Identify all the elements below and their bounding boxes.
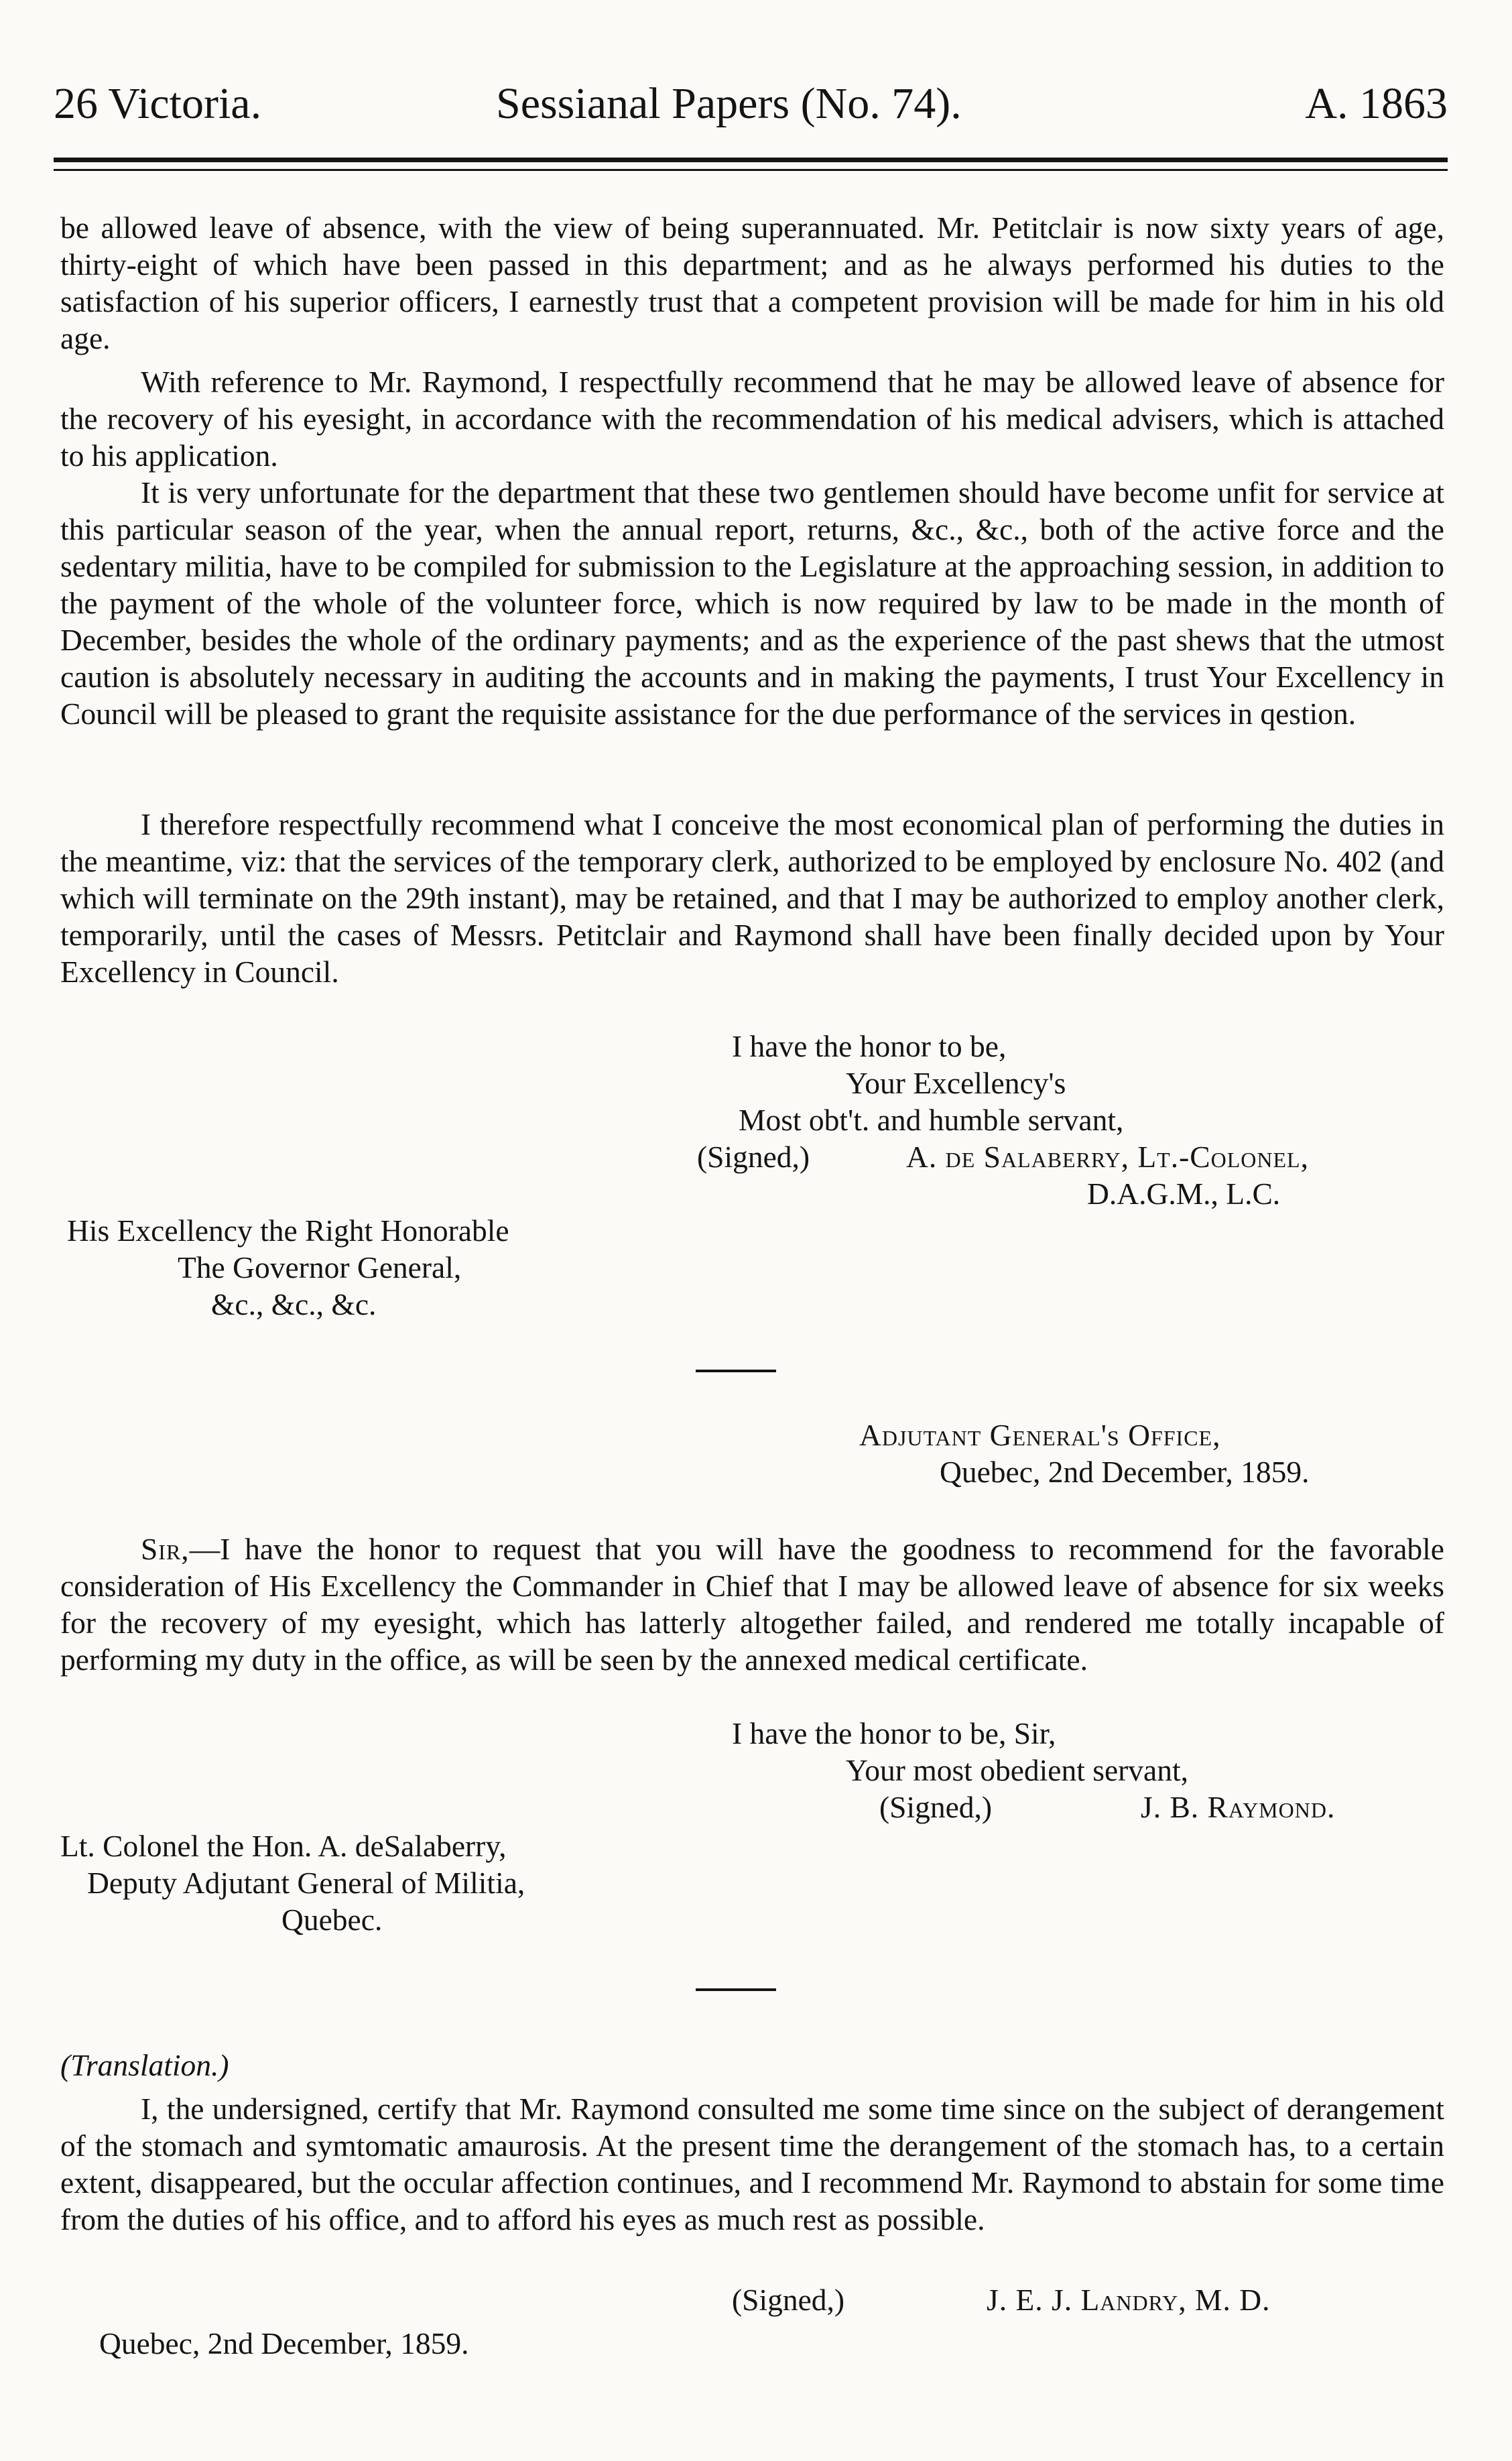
section-separator-2 [696,1988,776,1991]
certificate-place-date: Quebec, 2nd December, 1859. [99,2326,469,2360]
header-session: 26 Victoria. [54,79,262,128]
letter1-paragraph-1: be allowed leave of absence, with the view of being superannuated. Mr. Petitclair is now sixty years of age, thirty-eight of which have been passed in this department; and as he always performed his duties to the satisfaction of his superior officers, I earnestly trust that a competent provision will be made for him in his old age. [60,211,1444,355]
certificate-signed: (Signed,) [732,2283,845,2317]
letter1-closing-1: I have the honor to be, [732,1029,1007,1063]
letter2-body-text: —I have the honor to request that you will have the goodness to recommend for the favorable consideration of His Excellency the Commander in Chief that I may be allowed leave of absence for six weeks for the recovery of my eyesight, which has latterly altogether failed, and rendered me totally incapable of performing my duty in the office, as will be seen by the annexed medical certificate. [60,1532,1444,1677]
letter2-salutation: Sir, [141,1532,190,1566]
letter2-closing-2: Your most obedient servant, [846,1753,1189,1787]
letter2-closing-1: I have the honor to be, Sir, [732,1716,1056,1750]
certificate-signature: J. E. J. Landry, M. D. [987,2283,1271,2317]
header-year: A. 1863 [1305,79,1448,128]
section-separator-1 [696,1370,776,1372]
letter1-closing-2: Your Excellency's [846,1066,1066,1100]
header-title: Sessianal Papers (No. 74). [496,79,962,128]
header-rule-thin [54,169,1448,171]
certificate-body: I, the undersigned, certify that Mr. Raymond consulted me some time since on the subject of derangement of the stomach and symtomatic amaurosis. At the present time the derangement of the stomach has, to a certain extent, disappeared, but the occular affection continues, and I recommend Mr. Raymond to abstain for some time from the duties of his office, and to afford his eyes as much rest as possible. [60,2092,1444,2236]
letter2-address-2: Deputy Adjutant General of Militia, [87,1866,525,1900]
letter2-signature: J. B. Raymond. [1141,1790,1336,1824]
letter1-signature-title: D.A.G.M., L.C. [1087,1177,1281,1211]
letter1-signature: A. de Salaberry, Lt.-Colonel, [906,1140,1309,1174]
letter1-signed: (Signed,) [697,1140,810,1174]
header-rule-thick [54,158,1448,162]
page-header [54,77,1448,131]
letter1-address-1: His Excellency the Right Honorable [67,1213,509,1248]
letter1-paragraph-4: I therefore respectfully recommend what I conceive the most economical plan of performing the duties in the meantime, viz: that the services of the temporary clerk, authorized to be employed by enclosure No. 402 (and which will terminate on the 29th instant), may be retained, and that I may be authorized to employ another clerk, temporarily, until the cases of Messrs. Petitclair and Raymond shall have been finally decided upon by Your Excellency in Council. [60,807,1444,989]
letter1-address-3: &c., &c., &c. [211,1287,377,1321]
letter1-paragraph-3: It is very unfortunate for the department that these two gentlemen should have become unfit for service at this particular season of the year, when the annual report, returns, &c., &c., both of the active force and the sedentary militia, have to be compiled for submission to the Legislature at the approaching session, in addition to the payment of the whole of the volunteer force, which is now required by law to be made in the month of December, besides the whole of the ordinary payments; and as the experience of the past shews that the utmost caution is absolutely necessary in auditing the accounts and in making the payments, I trust Your Excellency in Council will be pleased to grant the requisite assistance for the due performance of the services in qestion. [60,475,1444,731]
letter2-office: Adjutant General's Office, [859,1418,1221,1452]
letter1-paragraph-2: With reference to Mr. Raymond, I respectfully recommend that he may be allowed leave of absence for the recovery of his eyesight, in accordance with the recommendation of his medical advisers, which is attached to his application. [60,365,1444,473]
letter2-address-1: Lt. Colonel the Hon. A. deSalaberry, [60,1829,507,1863]
letter2-address-3: Quebec. [281,1903,383,1937]
letter2-place-date: Quebec, 2nd December, 1859. [940,1455,1310,1489]
letter1-closing-3: Most obt't. and humble servant, [739,1103,1124,1137]
letter2-signed: (Signed,) [879,1790,993,1824]
letter2-body [60,1530,1444,1678]
certificate-label: (Translation.) [60,2048,229,2082]
letter1-address-2: The Governor General, [178,1250,462,1284]
